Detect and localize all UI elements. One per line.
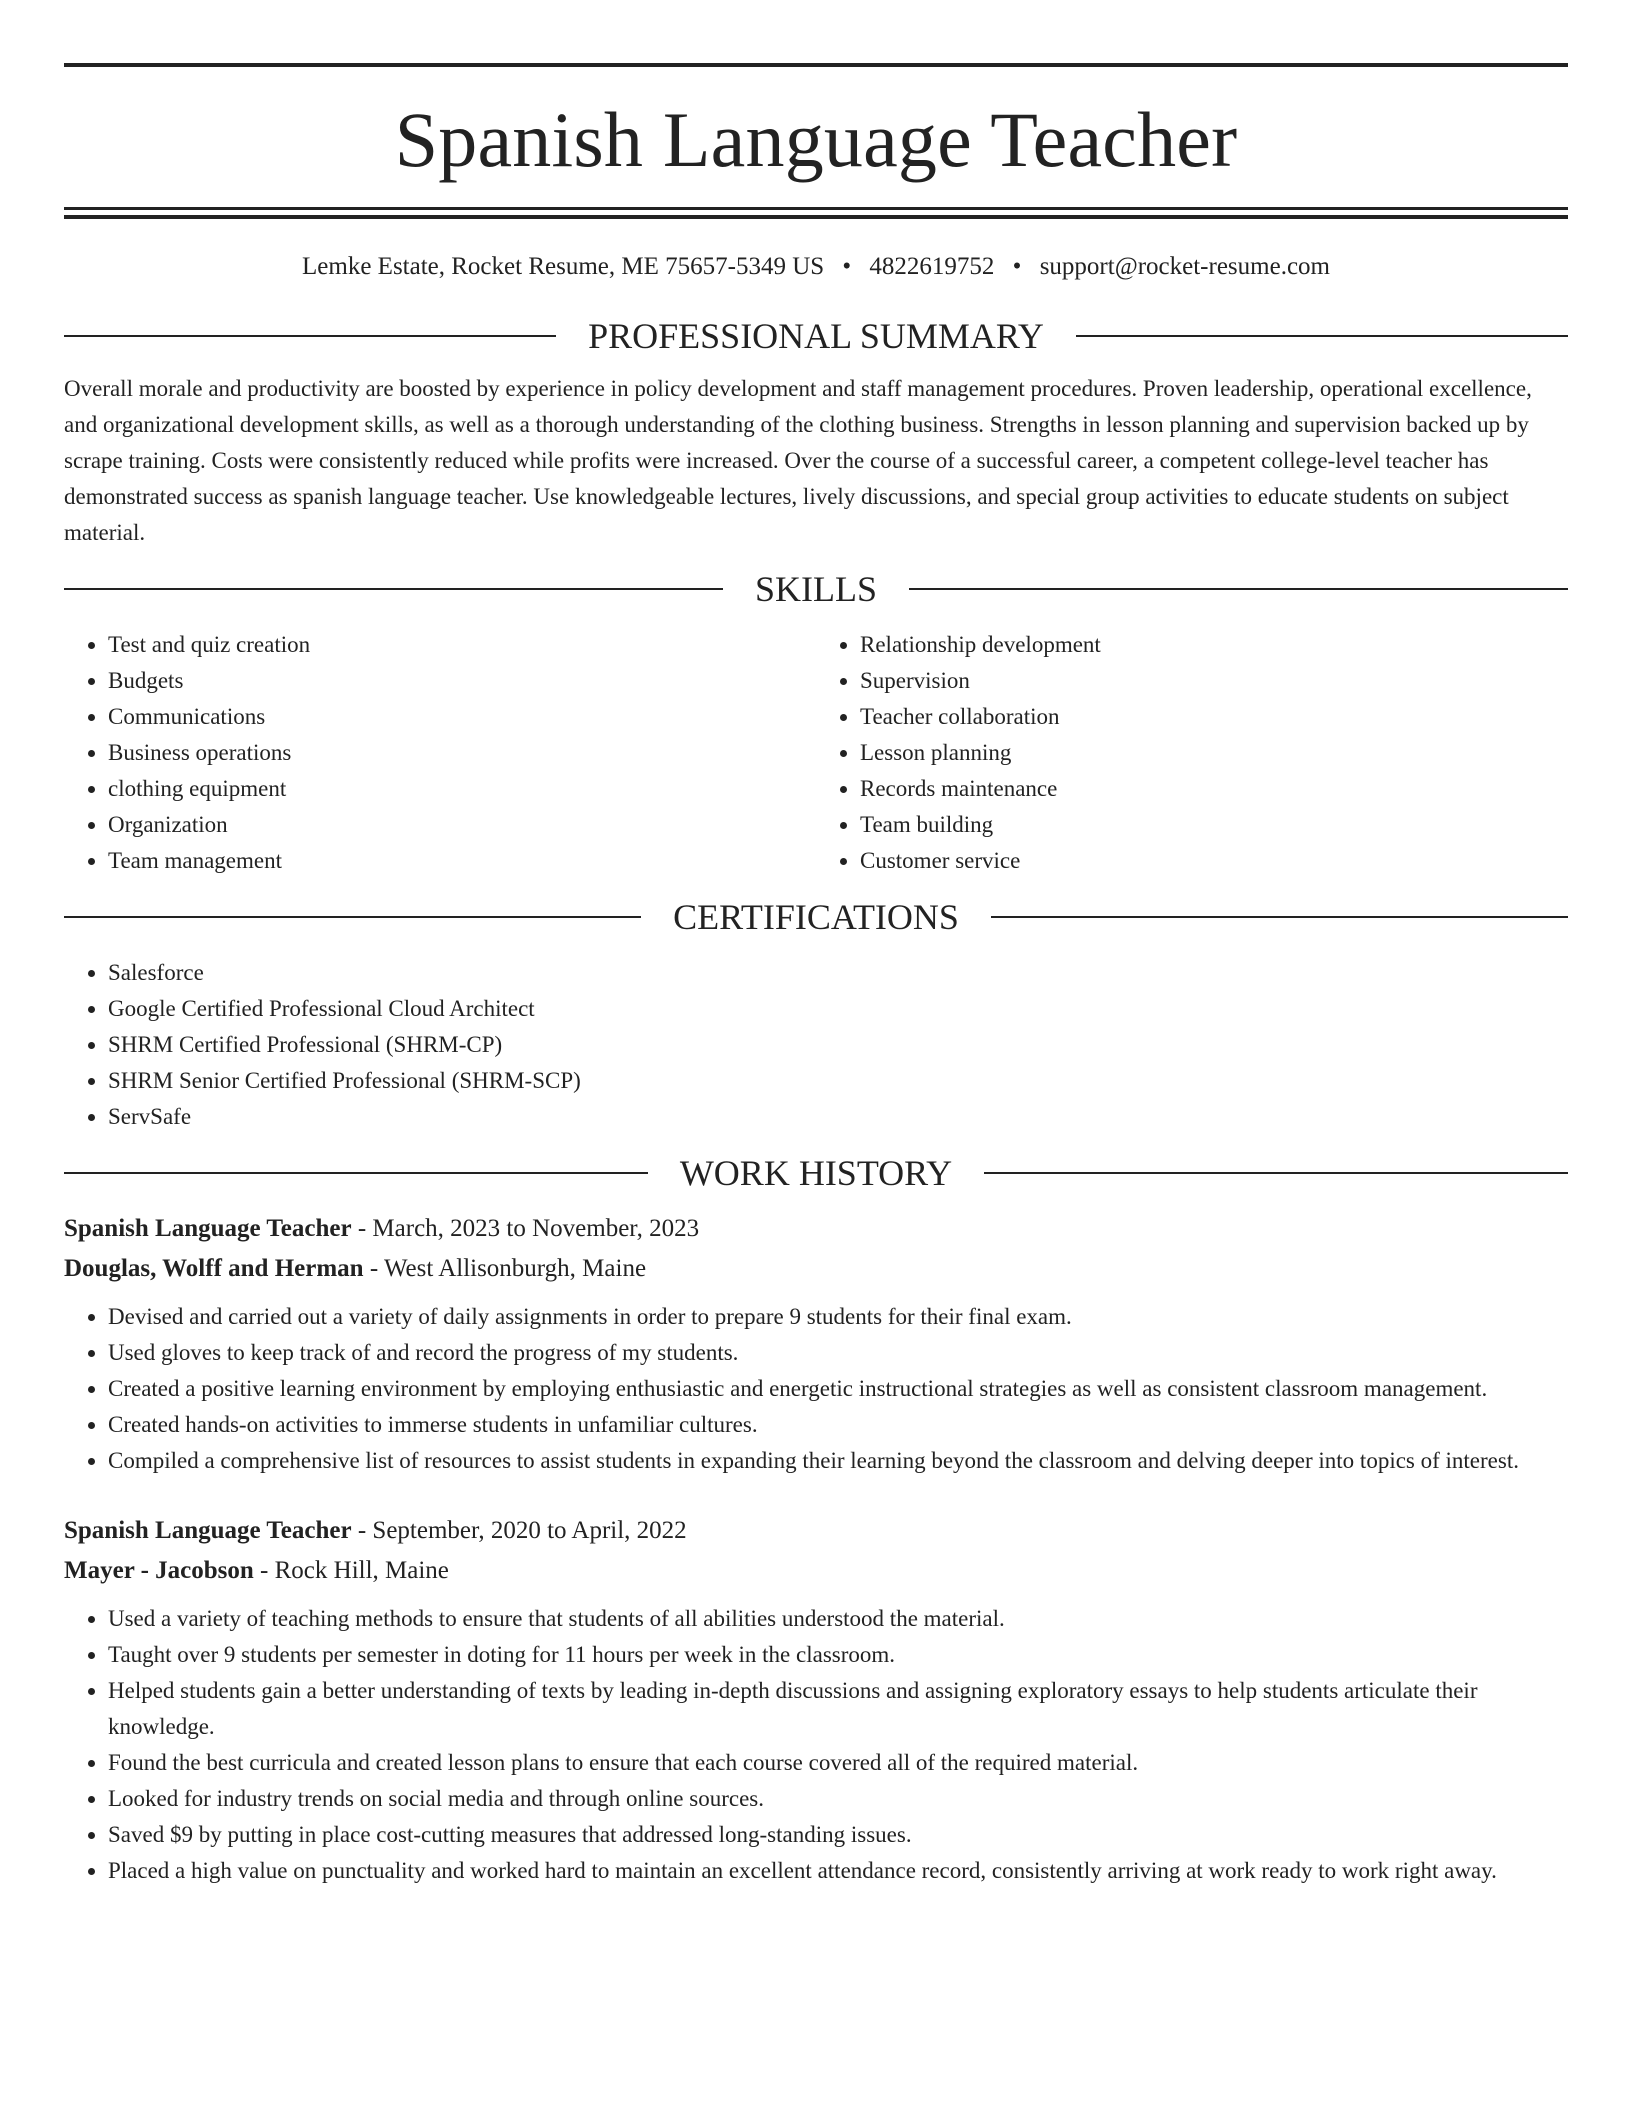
job-bullet: • Created hands-on activities to immerse students in unfamiliar cultures.: [108, 1407, 1568, 1443]
company-location: - West Allisonburgh, Maine: [363, 1255, 647, 1282]
company-location: - Rock Hill, Maine: [253, 1557, 449, 1584]
certifications-list: [64, 955, 1568, 1135]
skills-grid: [64, 627, 1568, 879]
contact-separator: •: [842, 253, 852, 280]
contact-address: Lemke Estate, Rocket Resume, ME 75657-5349 US: [302, 253, 825, 280]
top-rule: [64, 63, 1568, 67]
skills-heading-text: SKILLS: [755, 569, 878, 609]
job-bullets: [64, 1299, 1568, 1479]
contact-line: [64, 252, 1568, 282]
skills-heading: [64, 569, 1568, 609]
job-title-line: [64, 1209, 1568, 1249]
summary-text: Overall morale and productivity are boosted by experience in policy development and staff management procedures. Proven leadership, operational excellence, and organizational development skills, as well as a thorough understanding of the clothing business. Strengths in lesson planning and supervision backed up by scrape training. Costs were consistently reduced while profits were increased. Over the course of a successful career, a competent college-level teacher has demonstrated success as spanish language teacher. Use knowledgeable lectures, lively discussions, and special group activities to educate students on subject material.: [64, 376, 1532, 545]
skill-item: • Organization: [108, 807, 816, 843]
job-bullet: • Found the best curricula and created lesson plans to ensure that each course covered all of the required material.: [108, 1745, 1568, 1781]
name-double-rule: [64, 207, 1568, 219]
skill-item: • Relationship development: [860, 627, 1568, 663]
certification-item: • SHRM Senior Certified Professional (SHRM-SCP): [108, 1063, 1568, 1099]
skill-item: • Team building: [860, 807, 1568, 843]
company-name: Douglas, Wolff and Herman: [64, 1255, 364, 1282]
skill-item: • Team management: [108, 843, 816, 879]
skills-list-right: [816, 627, 1568, 879]
skill-item: • Budgets: [108, 663, 816, 699]
certification-item: • Google Certified Professional Cloud Architect: [108, 991, 1568, 1027]
job-title: Spanish Language Teacher: [64, 1215, 352, 1242]
skill-item: • Communications: [108, 699, 816, 735]
summary-heading-text: PROFESSIONAL SUMMARY: [588, 316, 1044, 356]
job-dates: - March, 2023 to November, 2023: [351, 1215, 700, 1242]
certifications-heading: [64, 897, 1568, 937]
certification-item: • SHRM Certified Professional (SHRM-CP): [108, 1027, 1568, 1063]
certification-item: • ServSafe: [108, 1099, 1568, 1135]
company-line: [64, 1551, 1568, 1591]
contact-separator: •: [1012, 253, 1022, 280]
contact-email[interactable]: support@rocket-resume.com: [1039, 253, 1330, 280]
job-bullet: • Devised and carried out a variety of daily assignments in order to prepare 9 students for their final exam.: [108, 1299, 1568, 1335]
job-bullet: • Saved $9 by putting in place cost-cutting measures that addressed long-standing issues.: [108, 1817, 1568, 1853]
job-bullet: • Compiled a comprehensive list of resources to assist students in expanding their learning beyond the classroom and delving deeper into topics of interest.: [108, 1443, 1568, 1479]
work-history-jobs: [64, 1209, 1568, 1889]
skill-item: • Supervision: [860, 663, 1568, 699]
skill-item: • Teacher collaboration: [860, 699, 1568, 735]
job-bullets: [64, 1601, 1568, 1889]
company-line: [64, 1249, 1568, 1289]
summary-heading: [64, 316, 1568, 356]
certifications-heading-text: CERTIFICATIONS: [673, 897, 959, 937]
certification-item: • Salesforce: [108, 955, 1568, 991]
skill-item: • Test and quiz creation: [108, 627, 816, 663]
job-dates: - September, 2020 to April, 2022: [351, 1517, 687, 1544]
job-title-line: [64, 1511, 1568, 1551]
job-title: Spanish Language Teacher: [64, 1517, 352, 1544]
job-bullet: • Used gloves to keep track of and record the progress of my students.: [108, 1335, 1568, 1371]
skill-item: • Customer service: [860, 843, 1568, 879]
job-bullet: • Looked for industry trends on social media and through online sources.: [108, 1781, 1568, 1817]
skill-item: • Records maintenance: [860, 771, 1568, 807]
job-bullet: • Used a variety of teaching methods to ensure that students of all abilities understood the material.: [108, 1601, 1568, 1637]
company-name: Mayer - Jacobson: [64, 1557, 254, 1584]
skills-list-left: [64, 627, 816, 879]
job-bullet: • Taught over 9 students per semester in doting for 11 hours per week in the classroom.: [108, 1637, 1568, 1673]
work-history-heading: [64, 1153, 1568, 1193]
job-entry: [64, 1511, 1568, 1889]
resume-name: Spanish Language Teacher: [394, 96, 1238, 183]
work-history-heading-text: WORK HISTORY: [679, 1153, 953, 1193]
job-bullet: • Placed a high value on punctuality and worked hard to maintain an excellent attendance record, consistently arriving at work ready to work right away.: [108, 1853, 1568, 1889]
skill-item: • Business operations: [108, 735, 816, 771]
skill-item: • clothing equipment: [108, 771, 816, 807]
job-bullet: • Created a positive learning environment by employing enthusiastic and energetic instructional strategies as well as consistent classroom management.: [108, 1371, 1568, 1407]
skill-item: • Lesson planning: [860, 735, 1568, 771]
resume-page: [64, 0, 1568, 1889]
job-bullet: • Helped students gain a better understanding of texts by leading in-depth discussions and assigning exploratory essays to help students articulate their knowledge.: [108, 1673, 1568, 1745]
job-entry: [64, 1209, 1568, 1479]
contact-phone: 4822619752: [869, 253, 995, 280]
